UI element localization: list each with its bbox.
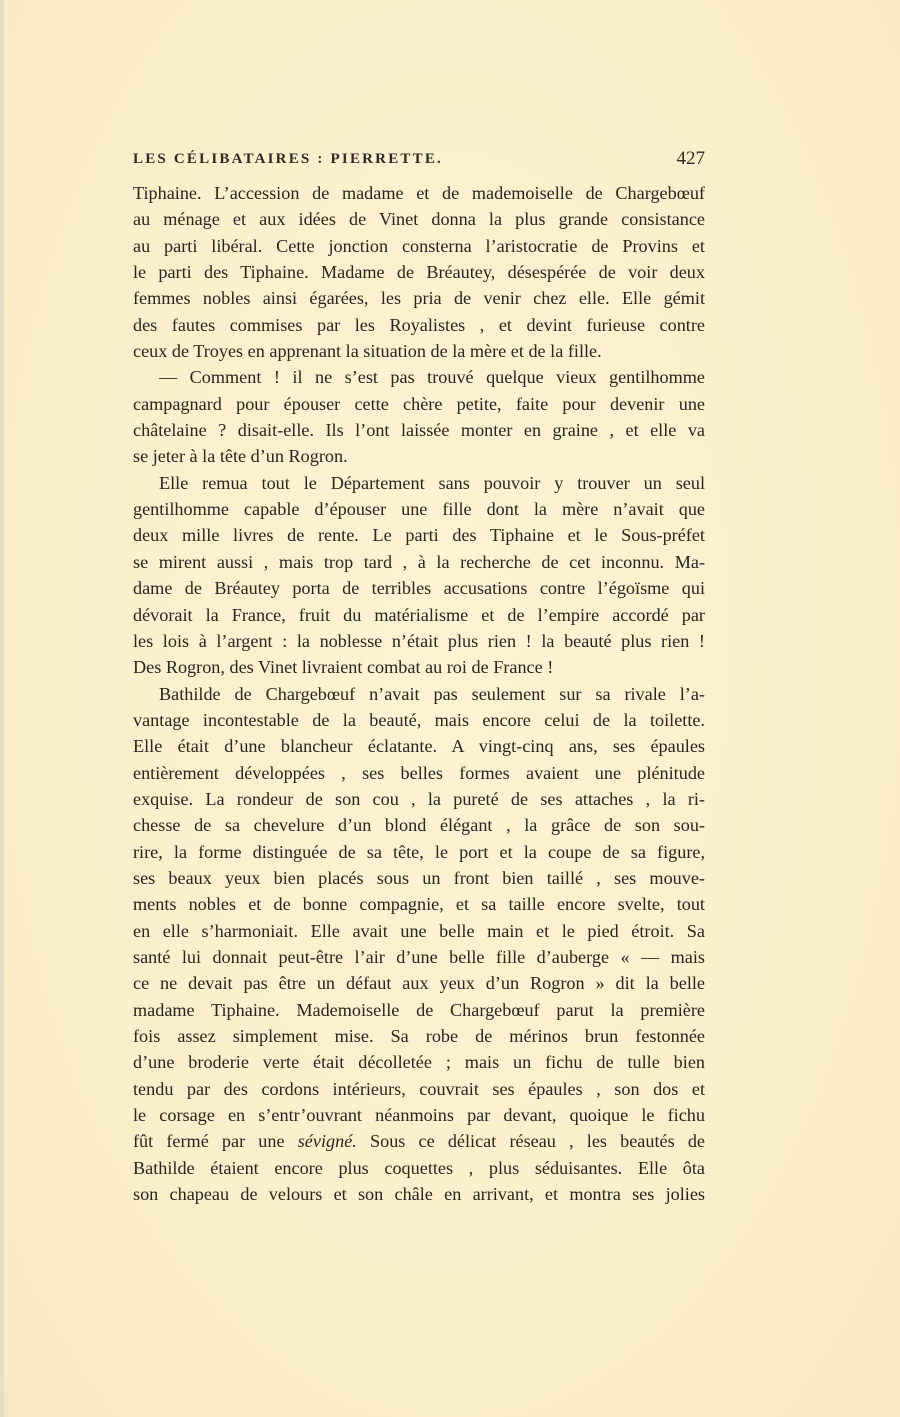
page-header — [0, 148, 705, 174]
text-line: châtelaine ? disait-elle. Ils l’ont laissée monter en graine , et elle va — [133, 420, 705, 441]
text-line: Bathilde étaient encore plus coquettes , plus séduisantes. Elle ôta — [133, 1157, 705, 1178]
text-line: Elle remua tout le Département sans pouvoir y trouver un seul — [159, 472, 705, 493]
text-line: gentilhomme capable d’épouser une fille dont la mère n’avait que — [133, 499, 705, 520]
text-line: en elle s’harmoniait. Elle avait une belle main et le pied étroit. Sa — [133, 920, 705, 941]
italic-term: sévigné. — [297, 1131, 357, 1152]
text-line: ments nobles et de bonne compagnie, et sa taille encore svelte, tout — [133, 894, 705, 915]
text-line: deux mille livres de rente. Le parti des Tiphaine et le Sous-préfet — [133, 525, 705, 546]
text-line: — Comment ! il ne s’est pas trouvé quelque vieux gentilhomme — [159, 367, 705, 388]
text-line-with-italic — [133, 1128, 705, 1154]
text-line: campagnard pour épouser cette chère petite, faite pour devenir une — [133, 393, 705, 414]
page-number: 427 — [676, 148, 705, 169]
page-edge — [0, 0, 4, 1417]
text-line: Elle était d’une blancheur éclatante. A vingt-cinq ans, ses épaules — [133, 736, 705, 757]
text-line: fois assez simplement mise. Sa robe de mérinos brun festonnée — [133, 1026, 705, 1046]
text-line: au ménage et aux idées de Vinet donna la plus grande consistance — [133, 209, 705, 230]
text-line: au parti libéral. Cette jonction consterna l’aristocratie de Provins et — [133, 235, 705, 256]
text-line: entièrement développées , ses belles formes avaient une plénitude — [133, 762, 705, 783]
text-segment: Sous ce délicat réseau , les beautés de — [356, 1131, 705, 1152]
text-line: Tiphaine. L’accession de madame et de mademoiselle de Chargebœuf — [133, 183, 705, 203]
text-line: rire, la forme distinguée de sa tête, le port et la coupe de sa figure, — [133, 841, 705, 862]
text-line: tendu par des cordons intérieurs, couvrait ses épaules , son dos et — [133, 1078, 705, 1099]
text-line: les lois à l’argent : la noblesse n’était plus rien ! la beauté plus rien ! — [133, 630, 705, 651]
text-line: femmes nobles ainsi égarées, les pria de venir chez elle. Elle gémit — [133, 288, 705, 309]
text-line: santé lui donnait peut-être l’air d’une belle fille d’auberge « — mais — [133, 946, 705, 967]
text-line: dame de Bréautey porta de terribles accusations contre l’égoïsme qui — [133, 578, 705, 599]
text-line: se jeter à la tête d’un Rogron. — [133, 446, 348, 467]
running-title: LES CÉLIBATAIRES : PIERRETTE. — [133, 151, 443, 167]
text-line: d’une broderie verte était décolletée ; mais un fichu de tulle bien — [133, 1052, 705, 1073]
body-text — [133, 180, 705, 1207]
text-line: ce ne devait pas être un défaut aux yeux d’un Rogron » dit la belle — [133, 973, 705, 994]
text-line: le parti des Tiphaine. Madame de Bréautey, désespérée de voir deux — [133, 262, 705, 283]
text-line: ses beaux yeux bien placés sous un front bien taillé , ses mouve- — [133, 867, 705, 888]
text-line: le corsage en s’entr’ouvrant néanmoins par devant, quoique le fichu — [133, 1105, 705, 1126]
text-line: des fautes commises par les Royalistes , et devint furieuse contre — [133, 314, 705, 335]
text-line: madame Tiphaine. Mademoiselle de Chargebœuf parut la première — [133, 999, 705, 1020]
text-line: dévorait la France, fruit du matérialisme et de l’empire accordé par — [133, 604, 705, 625]
text-line: son chapeau de velours et son châle en arrivant, et montra ses jolies — [133, 1184, 705, 1205]
text-segment: fût fermé par une — [133, 1131, 298, 1152]
text-line: chesse de sa chevelure d’un blond élégant , la grâce de son sou- — [133, 815, 705, 836]
text-line: Des Rogron, des Vinet livraient combat au roi de France ! — [133, 657, 554, 678]
text-line: vantage incontestable de la beauté, mais encore celui de la toilette. — [133, 709, 705, 730]
text-line: Bathilde de Chargebœuf n’avait pas seulement sur sa rivale l’a- — [159, 683, 705, 704]
text-line: ceux de Troyes en apprenant la situation de la mère et de la fille. — [133, 341, 602, 362]
text-line: se mirent aussi , mais trop tard , à la recherche de cet inconnu. Ma- — [133, 551, 705, 572]
text-line: exquise. La rondeur de son cou , la pureté de ses attaches , la ri- — [133, 788, 705, 809]
